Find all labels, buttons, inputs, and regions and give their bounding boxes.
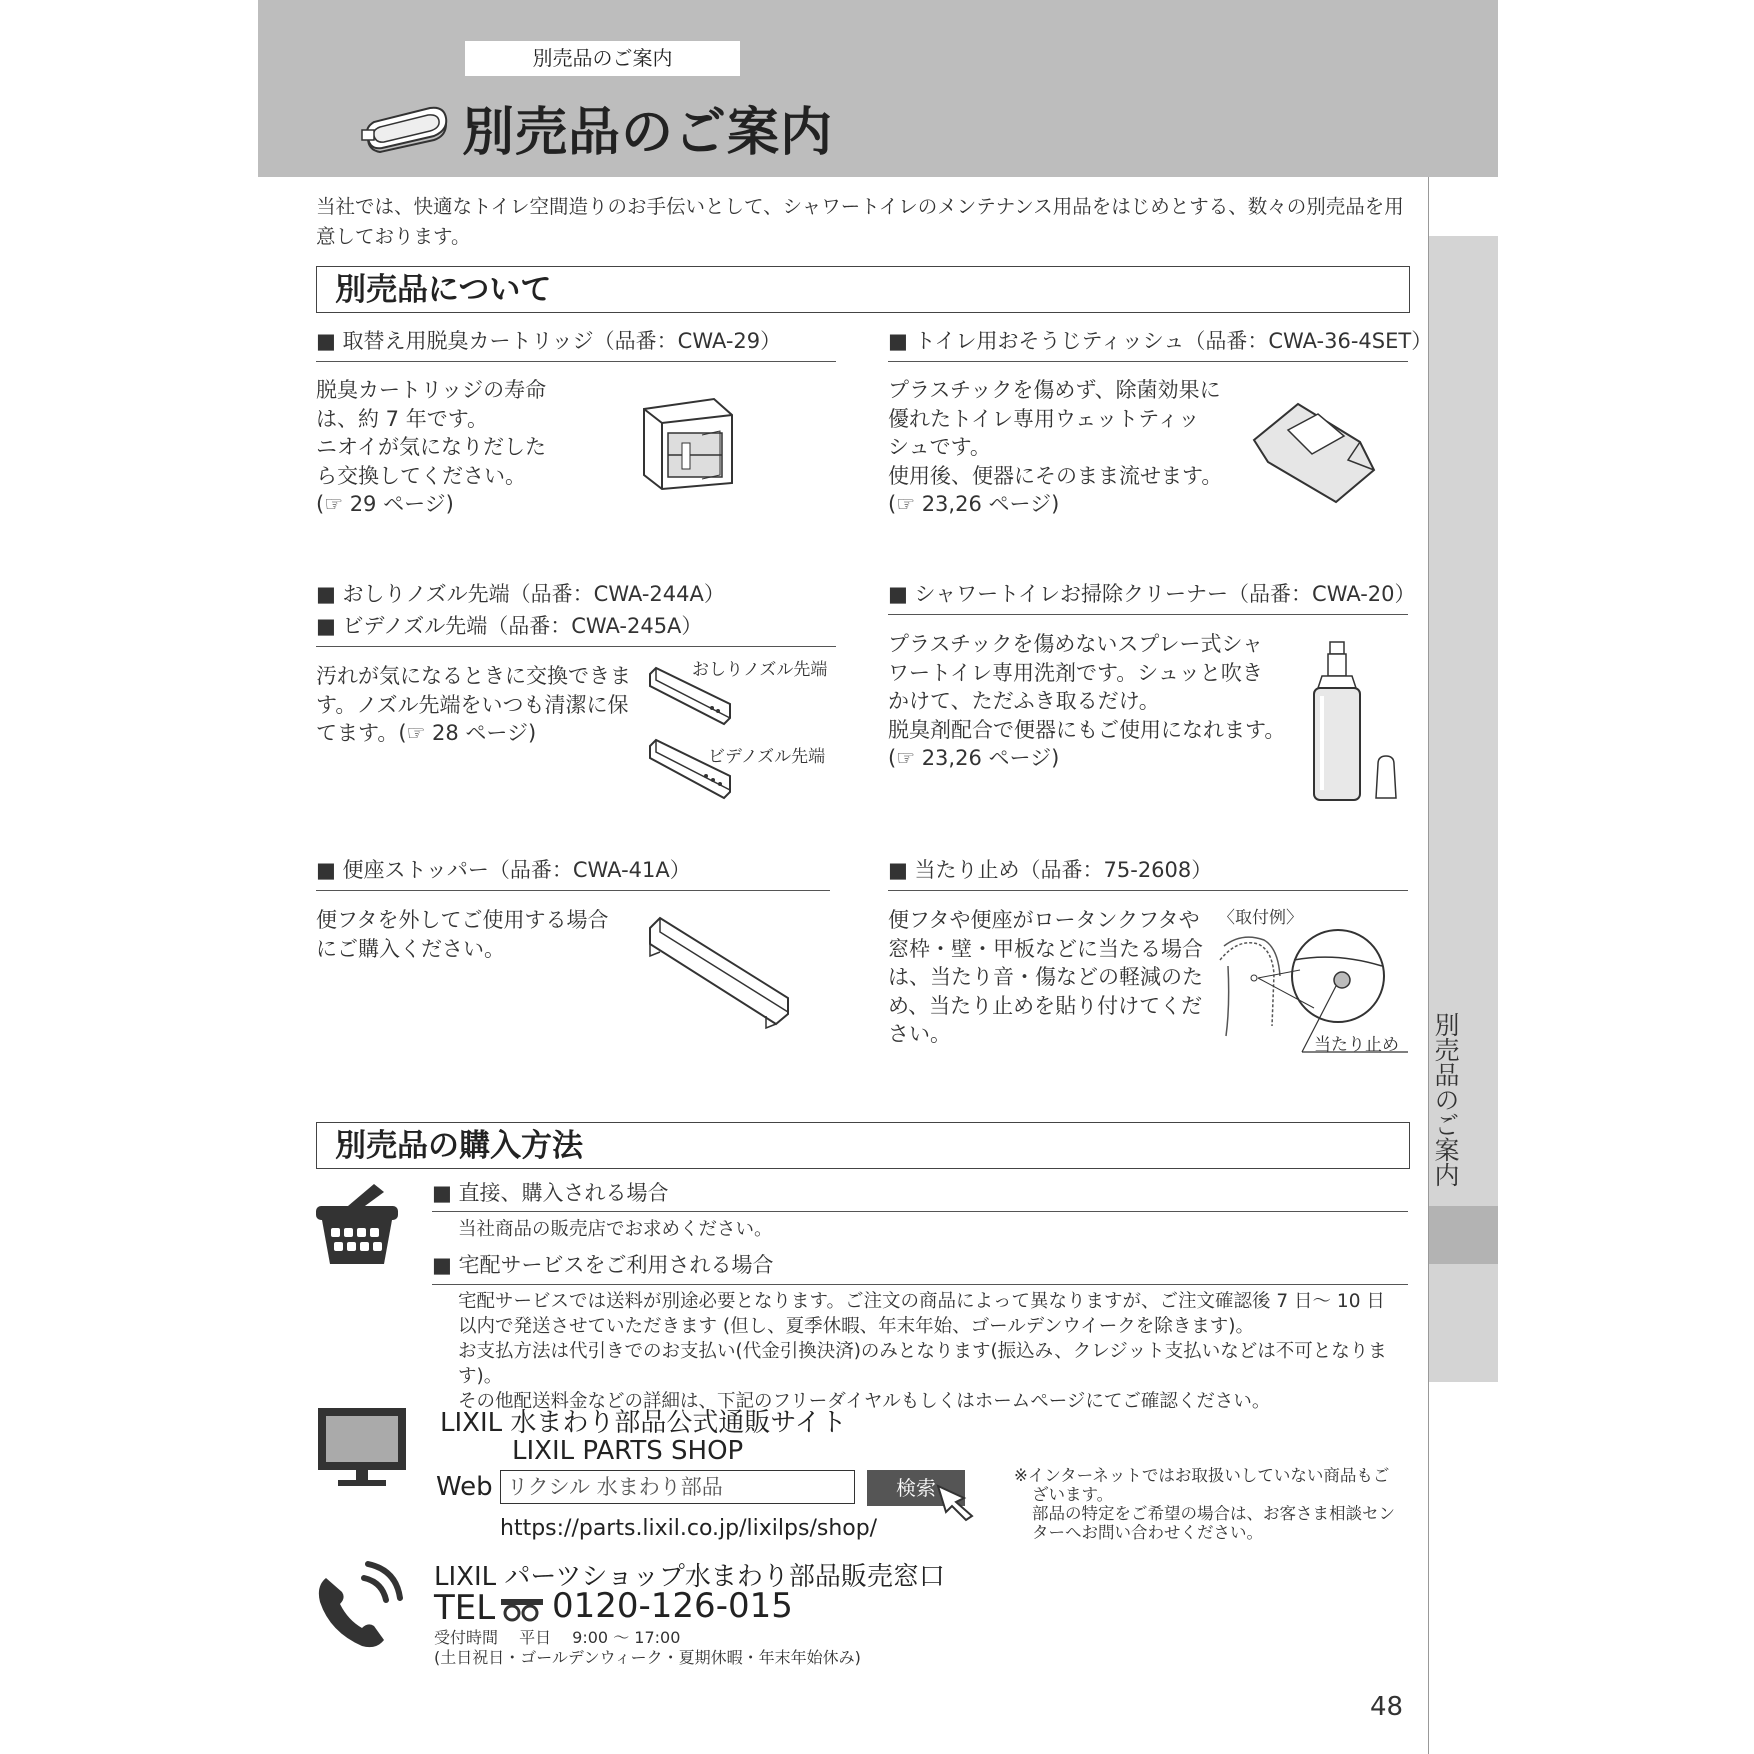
section-about-header: [316, 266, 1410, 313]
tel-label: TEL: [434, 1588, 496, 1628]
bumper-caption: 当たり止め: [1314, 1035, 1399, 1055]
web-site-title: LIXIL 水まわり部品公式通販サイト: [440, 1408, 847, 1438]
web-shop-name: LIXIL PARTS SHOP: [512, 1436, 744, 1466]
search-button[interactable]: 検索: [867, 1470, 965, 1506]
phone-icon: [312, 1556, 408, 1656]
item-cleaner-text: プラスチックを傷めないスプレー式シャ ワートイレ専用洗剤です。シュッと吹き かけて、ただふき取るだけ。 脱臭剤配合で便器にもご使用になれます。 (☞ 23,26 ページ): [888, 632, 1286, 770]
item-tissue-heading: ■ トイレ用おそうじティッシュ（品番：CWA-36-4SET）: [888, 329, 1433, 353]
shopping-basket-icon: [314, 1180, 400, 1270]
section-purchase-header: [316, 1122, 1410, 1169]
item-divider: [316, 646, 836, 647]
service-hours: 受付時間 平日 9:00 ～ 17:00: [434, 1628, 681, 1647]
section-about-title: 別売品について: [335, 272, 552, 308]
monitor-icon: [316, 1406, 408, 1492]
web-label: Web: [436, 1472, 493, 1502]
page-number: 48: [1370, 1692, 1404, 1722]
side-index-marker: [1428, 1206, 1498, 1264]
item-divider: [316, 361, 836, 362]
direct-purchase-text: 当社商品の販売店でお求めください。: [458, 1219, 773, 1240]
item-bumper-text: 便フタや便座がロータンクフタや 窓枠・壁・甲板などに当たる場合 は、当たり音・傷などの軽減のた め、当たり止めを貼り付けてくだ さい。: [888, 908, 1203, 1046]
page-title: 別売品のご案内: [462, 103, 834, 163]
freedial-icon: [500, 1598, 544, 1626]
search-input[interactable]: [500, 1470, 855, 1504]
mounting-example-caption: 〈取付例〉: [1218, 908, 1303, 928]
nozzle-tip-illustration: [646, 666, 734, 734]
item-cleaner-heading: ■ シャワートイレお掃除クリーナー（品番：CWA-20）: [888, 582, 1416, 606]
item-stopper-text: 便フタを外してご使用する場合 にご購入ください。: [316, 908, 609, 961]
item-cartridge-heading: ■ 取替え用脱臭カートリッジ（品番：CWA-29）: [316, 329, 782, 353]
cartridge-illustration: [640, 395, 736, 495]
item-tissue-text: プラスチックを傷めず、除菌効果に 優れたトイレ専用ウェットティッ シュです。 使用後、便器にそのまま流せます。 (☞ 23,26 ページ): [888, 378, 1223, 516]
item-bumper-heading: ■ 当たり止め（品番：75-2608）: [888, 858, 1213, 882]
bidet-nozzle-caption: ビデノズル先端: [708, 747, 826, 767]
header-tab: 別売品のご案内: [465, 41, 740, 76]
item-divider: [316, 890, 830, 891]
delivery-text: 宅配サービスでは送料が別途必要となります。ご注文の商品によって異なりますが、ご注文確認後 7 日～ 10 日 以内で発送させていただきます (但し、夏季休暇、年末年始、ゴールデンウイークを除きます)。 お支払方法は代引きでのお支払い(代金引換決済)のみとなります(振込み、クレジット支払いなどは不可となります)。 その他配送料金などの詳細は、下記のフリーダイヤルもしくはホームページにてご確認ください。: [458, 1291, 1387, 1412]
delivery-heading: ■ 宅配サービスをご利用される場合: [432, 1253, 774, 1277]
item-divider: [432, 1284, 1408, 1285]
shop-url[interactable]: https://parts.lixil.co.jp/lixilps/shop/: [500, 1516, 878, 1541]
item-divider: [888, 361, 1408, 362]
item-divider: [432, 1211, 1408, 1212]
item-nozzle-heading: ■ おしりノズル先端（品番：CWA-244A）: [316, 582, 725, 606]
tel-number[interactable]: 0120-126-015: [552, 1586, 793, 1626]
section-purchase-title: 別売品の購入方法: [335, 1128, 583, 1164]
web-note: ※インターネットではお取扱いしていない商品もご ざいます。 部品の特定をご希望の場合は、お客さま相談セン ターへお問い合わせください。: [1014, 1466, 1395, 1542]
tissue-pack-illustration: [1248, 400, 1378, 509]
side-index-label: 別売品のご案内: [1431, 1012, 1460, 1187]
closed-days: (土日祝日・ゴールデンウィーク・夏期休暇・年末年始休み): [434, 1648, 861, 1667]
seat-stopper-illustration: [646, 916, 792, 1034]
bidet-tip-illustration: [646, 738, 734, 808]
item-divider: [888, 890, 1408, 891]
phone-title: LIXIL パーツショップ水まわり部品販売窓口: [434, 1562, 945, 1592]
nozzle-caption: おしりノズル先端: [692, 660, 828, 680]
item-cartridge-text: 脱臭カートリッジの寿命 は、約 7 年です。 ニオイが気になりだした ら交換してください。 (☞ 29 ページ): [316, 378, 547, 516]
spray-bottle-illustration: [1306, 640, 1406, 808]
direct-purchase-heading: ■ 直接、購入される場合: [432, 1181, 669, 1205]
item-nozzle-text: 汚れが気になるときに交換できま す。ノズル先端をいつも清潔に保 てます。(☞ 28 ページ): [316, 664, 631, 745]
toilet-seat-icon: [360, 100, 450, 162]
side-divider: [1428, 177, 1429, 1754]
item-bidet-nozzle-heading: ■ ビデノズル先端（品番：CWA-245A）: [316, 614, 703, 638]
item-divider: [888, 614, 1408, 615]
item-stopper-heading: ■ 便座ストッパー（品番：CWA-41A）: [316, 858, 691, 882]
cursor-arrow-icon: [934, 1482, 994, 1526]
intro-text: 当社では、快適なトイレ空間造りのお手伝いとして、シャワートイレのメンテナンス用品をはじめとする、数々の別売品を用意しております。: [316, 195, 1404, 248]
